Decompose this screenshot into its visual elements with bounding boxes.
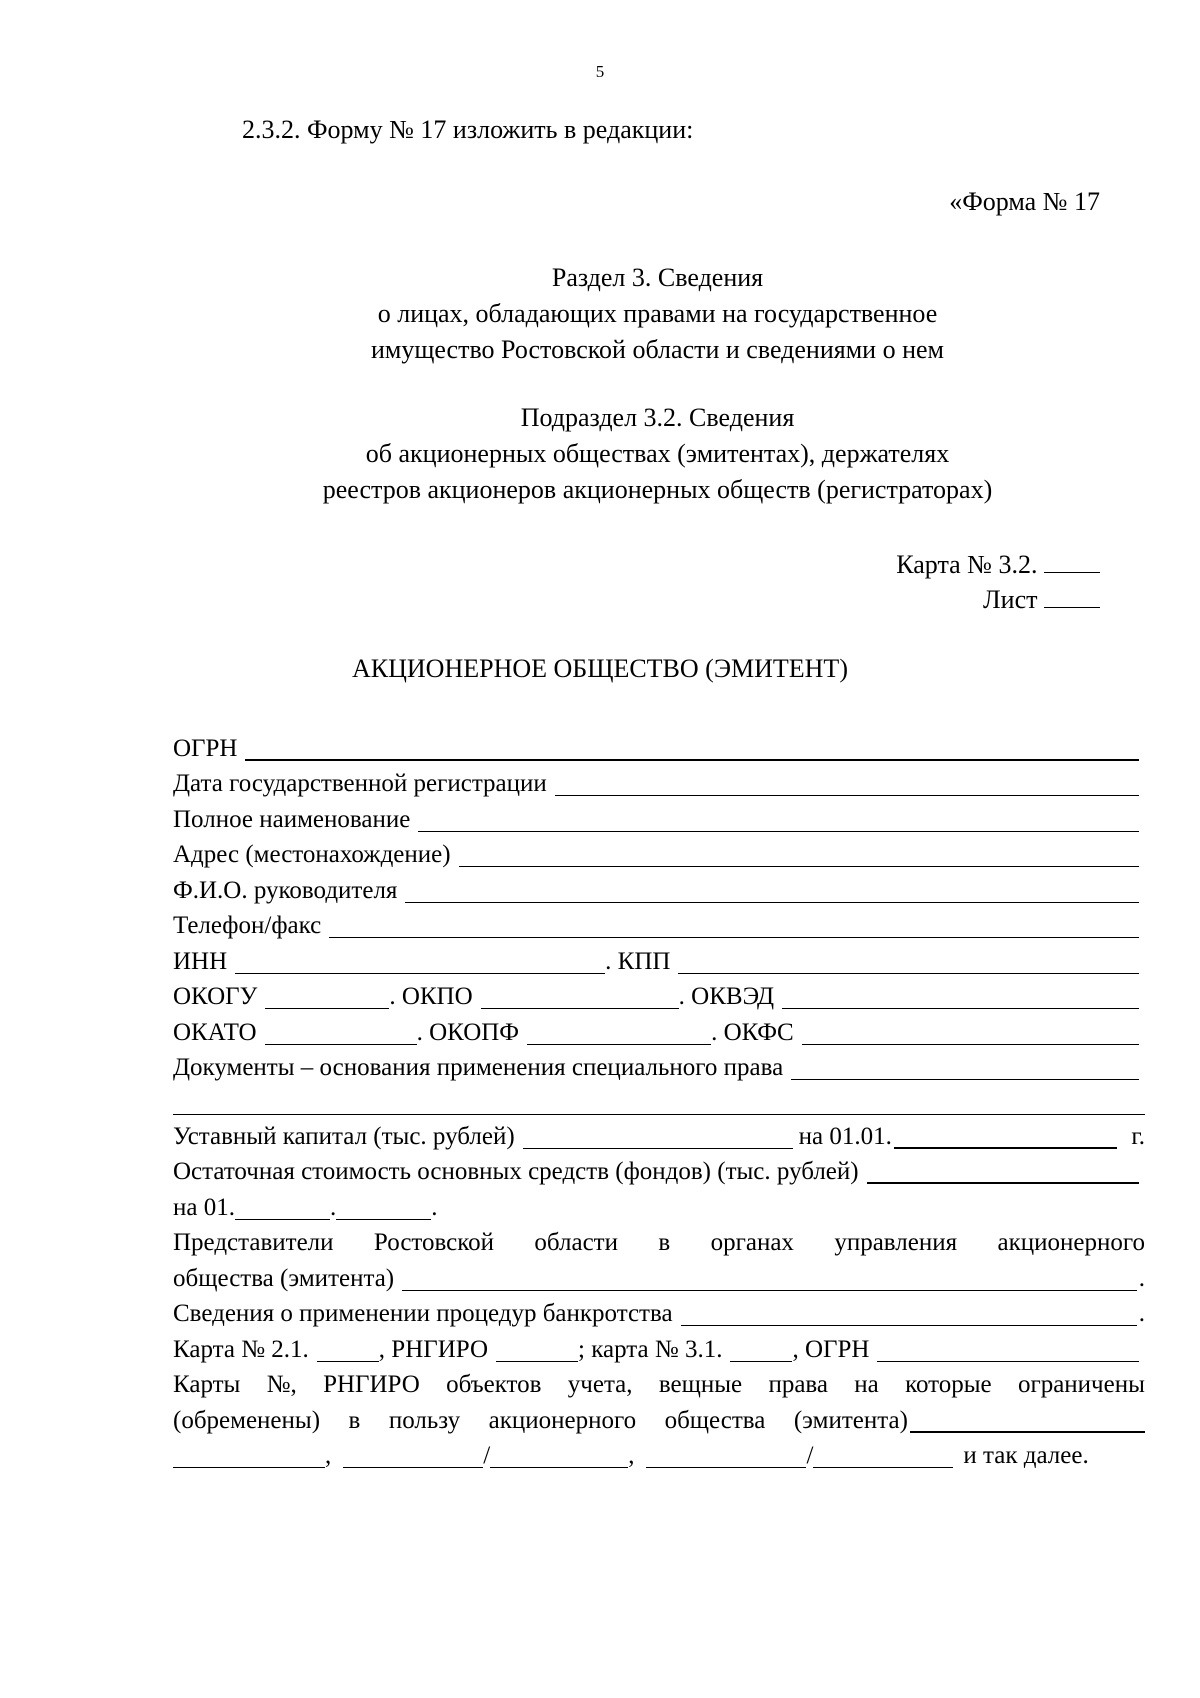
okfs-field[interactable] [802, 1018, 1139, 1045]
okogu-label: ОКОГУ [173, 983, 258, 1010]
cards-word: в [348, 1406, 361, 1434]
na-01-label: на 01. [173, 1193, 235, 1221]
phone-label: Телефон/факс [173, 912, 322, 939]
cards-word: Карты [173, 1371, 241, 1398]
form-body [173, 727, 1145, 1470]
reps-word: акционерного [997, 1229, 1145, 1256]
row-head-name [173, 869, 1145, 905]
intro-text: 2.3.2. Форму № 17 изложить в редакции: [242, 115, 694, 144]
head-name-label: Ф.И.О. руководителя [173, 876, 398, 904]
cards-word: РНГИРО [323, 1371, 420, 1398]
cards-word: на [854, 1371, 879, 1398]
row-full-name [173, 798, 1145, 834]
row-residual [173, 1151, 1145, 1187]
card-number-line [896, 547, 1100, 582]
cards-field[interactable] [910, 1405, 1145, 1433]
documents-field[interactable] [791, 1053, 1139, 1080]
row-cards [173, 1328, 1145, 1364]
bankruptcy-field[interactable] [681, 1299, 1137, 1326]
okogu-field[interactable] [265, 982, 389, 1009]
etc-label: и так далее. [963, 1442, 1089, 1469]
capital-field[interactable] [523, 1122, 793, 1149]
cards-list-comma: , [325, 1442, 332, 1469]
row-reg-date [173, 763, 1145, 799]
page-number: 5 [595, 62, 605, 81]
kpp-label: . КПП [605, 947, 671, 975]
form-number: «Форма № 17 [949, 187, 1100, 216]
year-suffix: г. [1131, 1122, 1145, 1150]
cards-list-field-1[interactable] [173, 1441, 325, 1468]
cards-word: которые [905, 1371, 992, 1398]
residual-month-field[interactable] [235, 1193, 330, 1220]
reps-word: области [534, 1229, 618, 1256]
head-name-field[interactable] [405, 876, 1139, 903]
capital-on-label: на 01.01. [798, 1122, 892, 1150]
cards-word: общества [664, 1406, 766, 1434]
inn-label: ИНН [173, 947, 228, 975]
ogrn2-field[interactable] [877, 1335, 1139, 1362]
cards-word: (обременены) [173, 1406, 321, 1434]
card-sheet-block [896, 547, 1100, 617]
section-line-3: имущество Ростовской области и сведениями о нем [370, 335, 944, 364]
reg-date-label: Дата государственной регистрации [173, 770, 547, 797]
cards-list-comma: , [628, 1442, 635, 1469]
subsection-title: Подраздел 3.2. Сведения [520, 403, 795, 432]
row-okogu-okpo-okved [173, 976, 1145, 1012]
row-cards-words [173, 1364, 1145, 1400]
row-documents [173, 1047, 1145, 1083]
phone-field[interactable] [329, 911, 1139, 938]
card21-label: Карта № 2.1. [173, 1335, 309, 1363]
cards-list-slash: / [483, 1442, 491, 1469]
cards-word: права [768, 1371, 828, 1398]
row-cards-list [173, 1435, 1145, 1471]
reps-word: Ростовской [373, 1229, 495, 1256]
okopf-label: . ОКОПФ [416, 1018, 520, 1046]
date-dot: . [329, 1193, 337, 1221]
cards-word: №, [266, 1371, 297, 1398]
bankruptcy-end-dot: . [1138, 1300, 1145, 1327]
ogrn2-label: , ОГРН [792, 1335, 870, 1363]
bankruptcy-label: Сведения о применении процедур банкротства [173, 1300, 673, 1327]
kpp-field[interactable] [678, 947, 1139, 974]
cards-line2-words [173, 1407, 908, 1435]
reps-word: Представители [173, 1229, 334, 1256]
residual-label: Остаточная стоимость основных средств (фондов) (тыс. рублей) [173, 1158, 859, 1185]
row-ogrn [173, 727, 1145, 763]
row-residual-date [173, 1186, 1145, 1222]
rngiro-field[interactable] [496, 1335, 578, 1362]
full-name-field[interactable] [418, 805, 1139, 832]
card31-field[interactable] [730, 1335, 792, 1362]
row-okato-okopf-okfs [173, 1011, 1145, 1047]
reg-date-field[interactable] [555, 769, 1139, 796]
row-phone [173, 905, 1145, 941]
cards-word: (эмитента) [793, 1406, 908, 1434]
row-capital [173, 1115, 1145, 1151]
capital-year-field[interactable] [894, 1121, 1117, 1149]
cards-list-field-5[interactable] [813, 1441, 953, 1468]
cards-list-field-4[interactable] [646, 1441, 806, 1468]
cards-list-slash: / [806, 1442, 814, 1469]
cards-word: ограничены [1017, 1371, 1145, 1398]
okved-field[interactable] [782, 982, 1139, 1009]
card-number-blank[interactable] [1044, 548, 1100, 573]
cards-word: акционерного [488, 1406, 637, 1434]
capital-label: Уставный капитал (тыс. рублей) [173, 1122, 515, 1150]
address-field[interactable] [459, 840, 1139, 867]
reps-word: органах [710, 1229, 794, 1256]
okfs-label: . ОКФС [711, 1018, 794, 1046]
residual-year-field[interactable] [336, 1193, 431, 1220]
row-reps [173, 1222, 1145, 1258]
reps-field[interactable] [402, 1264, 1137, 1291]
section-heading [170, 260, 1145, 368]
documents-field-continued[interactable] [173, 1082, 1145, 1115]
okved-label: . ОКВЭД [678, 983, 775, 1010]
sheet-line [896, 582, 1100, 617]
cards-word: пользу [388, 1406, 461, 1434]
ogrn-field[interactable] [245, 733, 1139, 761]
residual-field[interactable] [867, 1156, 1139, 1184]
cards-word: объектов [446, 1371, 542, 1398]
section-title: Раздел 3. Сведения [551, 263, 764, 292]
sheet-number-blank[interactable] [1044, 583, 1100, 608]
card31-label: ; карта № 3.1. [578, 1335, 723, 1363]
reps-word: в [658, 1229, 671, 1256]
row-inn-kpp [173, 940, 1145, 976]
address-label: Адрес (местонахождение) [173, 841, 451, 868]
date-end-dot: . [431, 1193, 438, 1221]
documents-label: Документы – основания применения специального права [173, 1054, 784, 1081]
reps-word: управления [834, 1229, 958, 1256]
cards-word: учета, [567, 1371, 633, 1398]
row-address [173, 834, 1145, 870]
okato-label: ОКАТО [173, 1018, 257, 1046]
rngiro-label: , РНГИРО [378, 1335, 489, 1363]
card21-field[interactable] [317, 1335, 379, 1362]
org-title: АКЦИОНЕРНОЕ ОБЩЕСТВО (ЭМИТЕНТ) [352, 654, 848, 683]
okpo-label: . ОКПО [389, 983, 473, 1010]
okopf-field[interactable] [527, 1018, 711, 1045]
subsection-line-2: об акционерных обществах (эмитентах), держателях [365, 439, 950, 468]
cards-list-field-2[interactable] [343, 1441, 483, 1468]
subsection-heading [170, 400, 1145, 508]
full-name-label: Полное наименование [173, 805, 411, 833]
subsection-line-3: реестров акционеров акционерных обществ (регистраторах) [322, 475, 993, 504]
reps-end-dot: . [1138, 1264, 1145, 1292]
sheet-label: Лист [983, 585, 1038, 614]
card-label: Карта № 3.2. [896, 550, 1038, 579]
ogrn-label: ОГРН [173, 734, 238, 762]
row-cards-line2 [173, 1399, 1145, 1435]
row-bankruptcy [173, 1293, 1145, 1329]
section-line-2: о лицах, обладающих правами на государственное [377, 299, 938, 328]
inn-field[interactable] [235, 947, 605, 974]
okpo-field[interactable] [481, 982, 679, 1009]
row-reps-line2 [173, 1257, 1145, 1293]
okato-field[interactable] [265, 1018, 417, 1045]
cards-list-field-3[interactable] [490, 1441, 628, 1468]
cards-word: вещные [658, 1371, 743, 1398]
reps-line2-label: общества (эмитента) [173, 1264, 395, 1292]
